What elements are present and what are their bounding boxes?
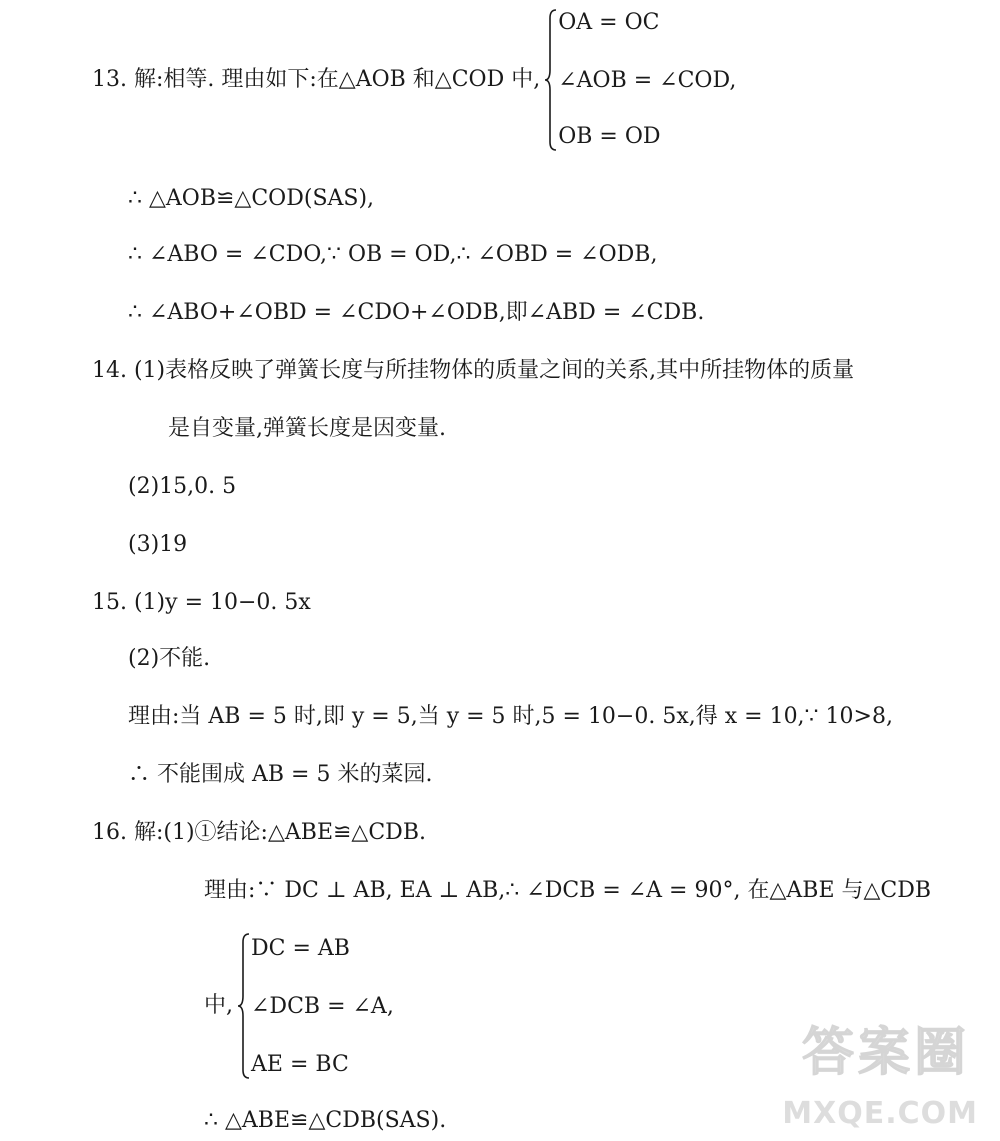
q13-brace-items <box>558 8 758 152</box>
q14-part1-line1: 14. (1)表格反映了弹簧长度与所挂物体的质量之间的关系,其中所挂物体的质量 <box>92 358 855 383</box>
q16-brace-items <box>251 932 431 1080</box>
q16-lead: 中, <box>204 993 233 1018</box>
q15-part1: 15. (1)y = 10−0. 5x <box>92 590 311 615</box>
q15-part2: (2)不能. <box>128 646 211 671</box>
q16-reason: 理由:∵ DC ⊥ AB, EA ⊥ AB,∴ ∠DCB = ∠A = 90°, 在△ABE 与△CDB <box>204 878 932 903</box>
q13-condition-3: OB = OD <box>558 124 661 149</box>
q13-step-2: ∴ ∠ABO = ∠CDO,∵ OB = OD,∴ ∠OBD = ∠ODB, <box>128 242 658 267</box>
q15-conclusion: ∴ 不能围成 AB = 5 米的菜园. <box>128 762 433 787</box>
q14-part2: (2)15,0. 5 <box>128 474 237 499</box>
q13-system <box>92 8 758 152</box>
q13-condition-1: OA = OC <box>558 10 660 35</box>
q14-part3: (3)19 <box>128 532 188 557</box>
q13-step-1: ∴ △AOB≌△COD(SAS), <box>128 186 375 211</box>
left-brace-icon <box>237 932 251 1080</box>
q15-reason: 理由:当 AB = 5 时,即 y = 5,当 y = 5 时,5 = 10−0. 5x,得 x = 10,∵ 10>8, <box>128 704 893 729</box>
q16-system <box>204 932 431 1080</box>
watermark-big-text: 答案圈 <box>801 1023 970 1083</box>
q16-line1: 16. 解:(1)①结论:△ABE≌△CDB. <box>92 820 426 845</box>
q13-step-3: ∴ ∠ABO+∠OBD = ∠CDO+∠ODB,即∠ABD = ∠CDB. <box>128 300 705 325</box>
q16-condition-3: AE = BC <box>251 1052 349 1077</box>
q13-lead: 13. 解:相等. 理由如下:在△AOB 和△COD 中, <box>92 67 541 92</box>
left-brace-icon <box>544 8 558 152</box>
q16-condition-2: ∠DCB = ∠A, <box>251 994 394 1019</box>
q13-condition-2: ∠AOB = ∠COD, <box>558 68 737 93</box>
watermark-url: MXQE.COM <box>782 1096 978 1131</box>
watermark-logo <box>782 1023 982 1133</box>
q16-condition-1: DC = AB <box>251 936 350 961</box>
q16-conclusion: ∴ △ABE≌△CDB(SAS). <box>204 1108 447 1133</box>
q14-part1-line2: 是自变量,弹簧长度是因变量. <box>168 416 446 441</box>
